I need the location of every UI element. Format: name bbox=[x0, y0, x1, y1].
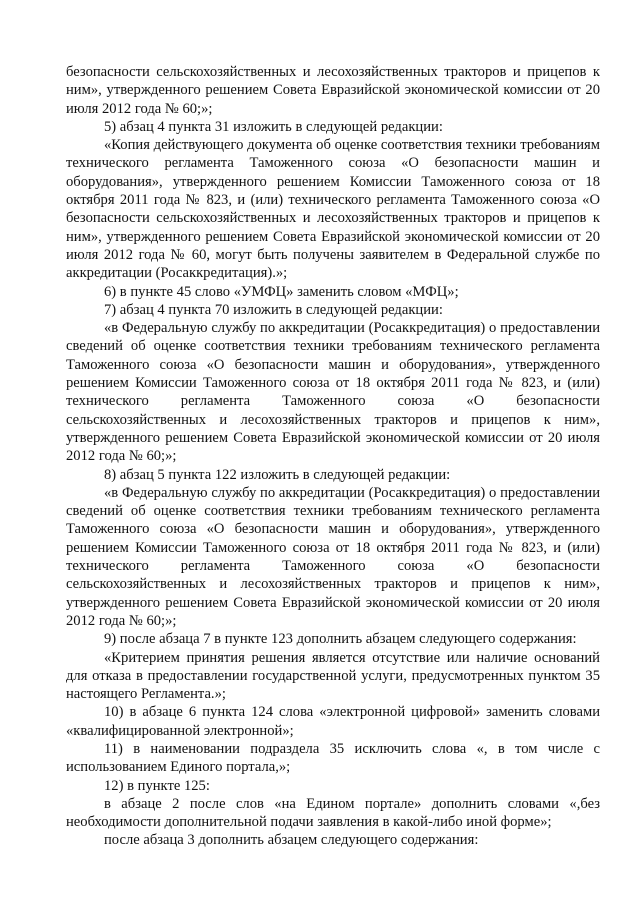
paragraph-item-6: 6) в пункте 45 слово «УМФЦ» заменить словом «МФЦ»; bbox=[104, 283, 459, 300]
paragraph-item-7-text: «в Федеральную службу по аккредитации (Росаккредитация) о предоставлении сведений об оценке соответствия техники требованиям технического регламента Таможенного союза «О безопасности машин и оборудования», утвержденного решением Комиссии Таможенного союза от 18 октября 2011 года № 823, и (или) технического регламента Таможенного союза «О безопасности сельскохозяйственных и лесохозяйственных тракторов и прицепов к ним», утвержденного решением Совета Евразийской экономической комиссии от 20 июля 2012 года № 60;»; bbox=[66, 320, 600, 465]
paragraph-item-8: 8) абзац 5 пункта 122 изложить в следующей редакции: bbox=[104, 466, 451, 483]
paragraph-continuation: безопасности сельскохозяйственных и лесохозяйственных тракторов и прицепов к ним», утвержденного решением Совета Евразийской экономической комиссии от 20 июля 2012 года № 60;»; bbox=[66, 64, 600, 117]
paragraph-item-9-text: «Критерием принятия решения является отсутствие или наличие оснований для отказа в предоставлении государственной услуги, предусмотренных пунктом 35 настоящего Регламента.»; bbox=[66, 649, 600, 703]
paragraph-item-5-text: «Копия действующего документа об оценке соответствия техники требованиям технического регламента Таможенного союза «О безопасности машин и оборудования», утвержденного решением Комиссии Таможенного союза от 18 октября 2011 года № 823, и (или) технического регламента Таможенного союза «О безопасности сельскохозяйственных и лесохозяйственных тракторов и прицепов к ним», утвержденного решением Совета Евразийской экономической комиссии от 20 июля 2012 года № 60, могут быть получены заявителем в Федеральной службе по аккредитации (Росаккредитация).»; bbox=[66, 137, 600, 282]
paragraph-item-9: 9) после абзаца 7 в пункте 123 дополнить абзацем следующего содержания: bbox=[104, 631, 577, 648]
paragraph-item-7: 7) абзац 4 пункта 70 изложить в следующей редакции: bbox=[104, 301, 443, 318]
paragraph-item-12-b: после абзаца 3 дополнить абзацем следующего содержания: bbox=[104, 832, 479, 849]
paragraph-item-11: 11) в наименовании подраздела 35 исключить слова «, в том числе с использованием Единого портала,»; bbox=[66, 740, 600, 776]
paragraph-item-10: 10) в абзаце 6 пункта 124 слова «электронной цифровой» заменить словами «квалифицированной электронной»; bbox=[66, 704, 600, 739]
paragraph-item-5: 5) абзац 4 пункта 31 изложить в следующей редакции: bbox=[104, 118, 443, 135]
paragraph-item-12: 12) в пункте 125: bbox=[104, 777, 210, 794]
document-page bbox=[66, 63, 600, 850]
paragraph-item-12-a: в абзаце 2 после слов «на Едином портале» дополнить словами «,без необходимости дополнительной подачи заявления в какой-либо иной форме»; bbox=[66, 795, 600, 831]
paragraph-item-8-text: «в Федеральную службу по аккредитации (Росаккредитация) о предоставлении сведений об оценке соответствия техники требованиям технического регламента Таможенного союза «О безопасности машин и оборудования», утвержденного решением Комиссии Таможенного союза от 18 октября 2011 года № 823, и (или) технического регламента Таможенного союза «О безопасности сельскохозяйственных и лесохозяйственных тракторов и прицепов к ним», утвержденного решением Совета Евразийской экономической комиссии от 20 июля 2012 года № 60;»; bbox=[66, 484, 600, 629]
